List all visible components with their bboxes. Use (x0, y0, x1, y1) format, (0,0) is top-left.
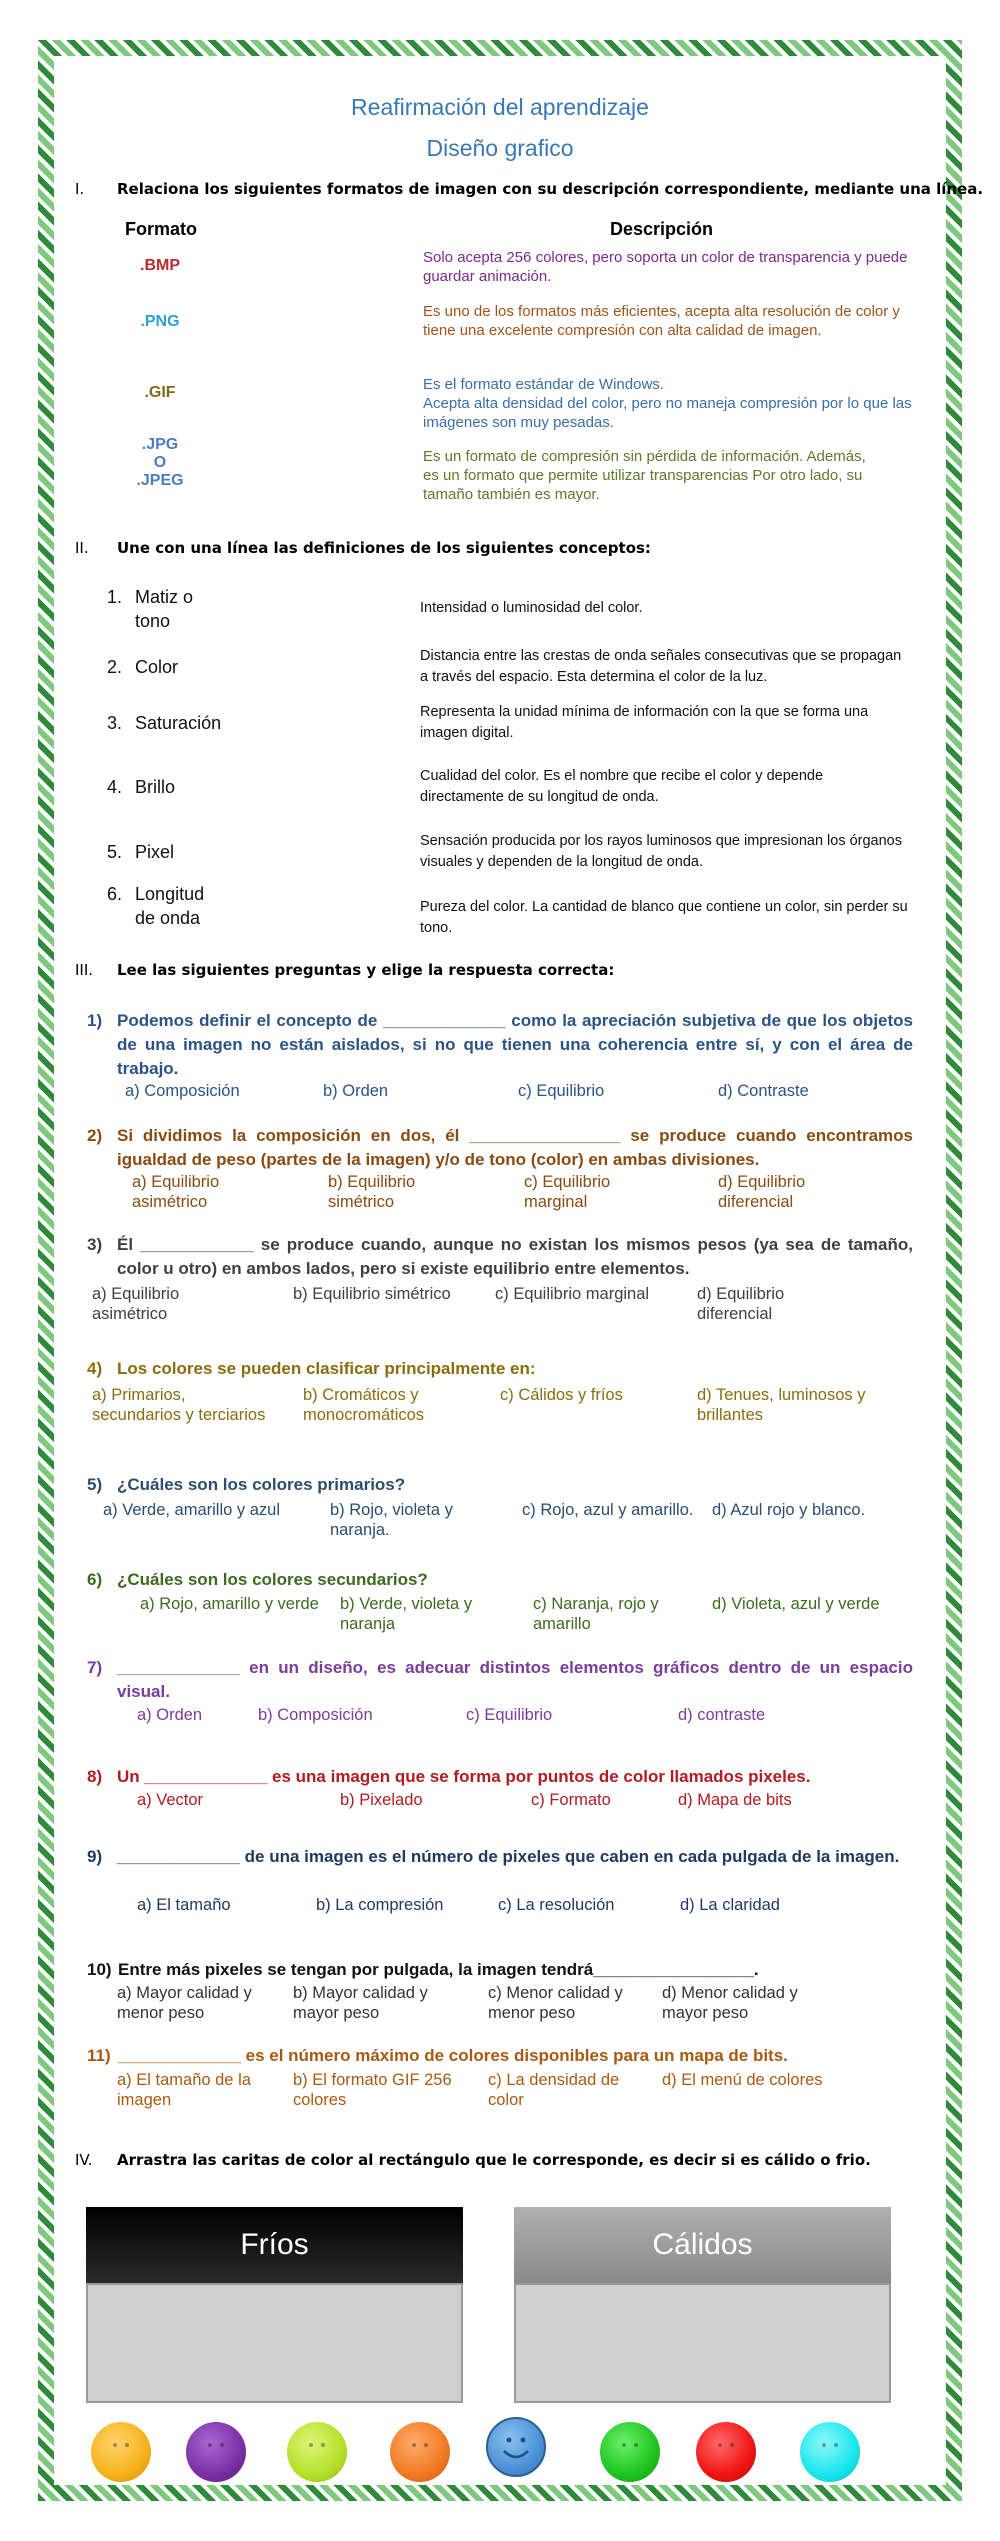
smiley-icon[interactable] (486, 2417, 546, 2477)
definition-1[interactable]: Intensidad o luminosidad del color. (420, 600, 643, 616)
format-or: O (153, 454, 167, 471)
term-4-number: 4. (107, 777, 123, 797)
question-9-option-d[interactable]: d) La claridad (680, 1896, 780, 1914)
section1-instruction: Relaciona los siguientes formatos de imagen con su descripción correspondiente, mediante una línea. (117, 180, 984, 198)
term-1[interactable] (107, 585, 193, 633)
question-8-number: 8) (87, 1767, 103, 1786)
term-2[interactable] (107, 655, 178, 679)
format-jpeg[interactable]: .JPEG (136, 472, 184, 489)
term-4-text: Brillo (135, 777, 176, 797)
question-1-option-c[interactable]: c) Equilibrio (518, 1082, 605, 1100)
question-1-option-a[interactable]: a) Composición (125, 1082, 240, 1100)
format-gif[interactable]: .GIF (144, 384, 176, 401)
question-1-number: 1) (87, 1011, 103, 1030)
question-6-option-d[interactable]: d) Violeta, azul y verde (712, 1595, 880, 1613)
format-bmp[interactable]: .BMP (140, 257, 180, 274)
question-10-text: Entre más pixeles se tengan por pulgada, la imagen tendrá_________________. (118, 1960, 759, 1979)
format-png[interactable]: .PNG (140, 313, 180, 330)
question-4-number: 4) (87, 1359, 103, 1378)
question-11-option-d[interactable]: d) El menú de colores (662, 2071, 823, 2089)
question-8-option-b[interactable]: b) Pixelado (340, 1791, 423, 1809)
question-7-number: 7) (87, 1658, 103, 1677)
section4-instruction: Arrastra las caritas de color al rectángulo que le corresponde, es decir si es cálido o frio. (117, 2151, 871, 2169)
term-1-text: Matiz o (135, 587, 194, 607)
definition-4[interactable]: Cualidad del color. Es el nombre que recibe el color y depende directamente de su longitud de onda. (420, 768, 824, 805)
question-4-option-d[interactable]: d) Tenues, luminosos y brillantes (697, 1386, 866, 1424)
question-11-number: 11) (87, 2046, 111, 2065)
term-5-number: 5. (107, 842, 123, 862)
question-1-text: Podemos definir el concepto de _____________ como la apreciación subjetiva de que los objetos de una imagen no están aislados, si no que tienen una coherencia entre sí, y con el área de trabajo. (117, 1011, 913, 1078)
term-6-text-line2: de onda (135, 908, 201, 928)
smiley-icon[interactable] (800, 2422, 860, 2482)
question-3-option-d[interactable]: d) Equilibrio diferencial (697, 1285, 785, 1323)
section3-instruction: Lee las siguientes preguntas y elige la respuesta correcta: (117, 961, 615, 979)
cold-panel-header: Fríos (86, 2207, 463, 2283)
question-7-text: _____________ en un diseño, es adecuar distintos elementos gráficos dentro de un espacio visual. (117, 1658, 913, 1701)
smile-face-icon (488, 2419, 544, 2475)
question-4-option-c[interactable]: c) Cálidos y fríos (500, 1386, 623, 1404)
question-10-option-a[interactable]: a) Mayor calidad y menor peso (117, 1984, 252, 2022)
term-6[interactable] (107, 882, 204, 930)
question-6-number: 6) (87, 1570, 103, 1589)
question-6-option-b[interactable]: b) Verde, violeta y naranja (340, 1595, 473, 1633)
question-5-option-b[interactable]: b) Rojo, violeta y naranja. (330, 1501, 453, 1539)
question-2-option-a[interactable]: a) Equilibrio asimétrico (132, 1173, 220, 1211)
term-3-number: 3. (107, 713, 123, 733)
definition-3[interactable]: Representa la unidad mínima de información con la que se forma una imagen digital. (420, 704, 869, 741)
question-3-text: Él ____________ se produce cuando, aunque no existan los mismos pesos (ya sea de tamaño, color u otro) en ambos lados, pero si existe equilibrio entre elementos. (117, 1235, 913, 1278)
definition-5[interactable]: Sensación producida por los rayos luminosos que impresionan los órganos visuales y dependen de la longitud de onda. (420, 833, 902, 870)
description-3-line1[interactable]: Es el formato estándar de Windows. (423, 376, 664, 393)
cold-drop-zone[interactable] (86, 2283, 463, 2403)
question-10-option-c[interactable]: c) Menor calidad y menor peso (488, 1984, 623, 2022)
question-5-option-d[interactable]: d) Azul rojo y blanco. (712, 1501, 866, 1519)
question-8-option-a[interactable]: a) Vector (137, 1791, 204, 1809)
question-6-text: ¿Cuáles son los colores secundarios? (117, 1570, 428, 1589)
question-5-option-c[interactable]: c) Rojo, azul y amarillo. (522, 1501, 694, 1519)
question-10-number: 10) (87, 1960, 112, 1979)
term-2-number: 2. (107, 657, 123, 677)
page-title: Reafirmación del aprendizaje (351, 94, 649, 120)
question-3-option-b[interactable]: b) Equilibrio simétrico (293, 1285, 451, 1303)
question-8-option-d[interactable]: d) Mapa de bits (678, 1791, 792, 1809)
question-2-text: Si dividimos la composición en dos, él ________________ se produce cuando encontramos igualdad de peso (partes de la imagen) y/o de tono (color) en ambas divisiones. (117, 1126, 913, 1169)
question-7-option-a[interactable]: a) Orden (137, 1706, 203, 1724)
question-2-number: 2) (87, 1126, 103, 1145)
question-11-option-b[interactable]: b) El formato GIF 256 colores (293, 2071, 452, 2109)
smiley-icon[interactable] (696, 2422, 756, 2482)
term-3[interactable] (107, 711, 221, 735)
section2-number: II. (75, 539, 89, 557)
question-9-option-b[interactable]: b) La compresión (316, 1896, 444, 1914)
question-5-option-a[interactable]: a) Verde, amarillo y azul (103, 1501, 280, 1519)
term-5[interactable] (107, 840, 174, 864)
term-1-number: 1. (107, 587, 123, 607)
question-11-text: _____________ es el número máximo de colores disponibles para un mapa de bits. (118, 2046, 788, 2065)
question-9-option-a[interactable]: a) El tamaño (137, 1896, 231, 1914)
format-jpg[interactable]: .JPG (141, 436, 179, 453)
term-4[interactable] (107, 775, 175, 799)
question-1-option-d[interactable]: d) Contraste (718, 1082, 809, 1100)
term-1-text-line2: tono (135, 611, 171, 631)
description-1[interactable]: Solo acepta 256 colores, pero soporta un color de transparencia y puede guardar animación. (423, 249, 908, 285)
definition-2[interactable]: Distancia entre las crestas de onda señales consecutivas que se propagan a través del espacio. Esta determina el color de la luz. (420, 648, 902, 685)
section2-instruction: Une con una línea las definiciones de los siguientes conceptos: (117, 539, 651, 557)
format-column-header: Formato (125, 219, 197, 239)
question-2-option-c[interactable]: c) Equilibrio marginal (524, 1173, 611, 1211)
question-7-option-b[interactable]: b) Composición (258, 1706, 373, 1724)
term-3-text: Saturación (135, 713, 222, 733)
warm-panel-header: Cálidos (514, 2207, 891, 2283)
question-3-option-c[interactable]: c) Equilibrio marginal (495, 1285, 650, 1303)
description-4[interactable]: Es un formato de compresión sin pérdida de información. Además, es un formato que permite utilizar transparencias Por otro lado, su tamaño también es mayor. (423, 448, 866, 503)
question-4-text: Los colores se pueden clasificar principalmente en: (117, 1359, 536, 1378)
description-3-line2[interactable]: Acepta alta densidad del color, pero no maneja compresión por lo que las imágenes son muy pesadas. (423, 395, 912, 431)
question-8-option-c[interactable]: c) Formato (531, 1791, 611, 1809)
description-2[interactable]: Es uno de los formatos más eficientes, acepta alta resolución de color y tiene una excelente compresión con alta calidad de imagen. (423, 303, 900, 339)
smiley-icon[interactable] (600, 2422, 660, 2482)
description-column-header: Descripción (610, 219, 714, 239)
question-5-number: 5) (87, 1475, 103, 1494)
question-5-text: ¿Cuáles son los colores primarios? (117, 1475, 406, 1494)
question-2-option-b[interactable]: b) Equilibrio simétrico (328, 1173, 416, 1211)
question-4-option-b[interactable]: b) Cromáticos y monocromáticos (303, 1386, 425, 1424)
question-11-option-a[interactable]: a) El tamaño de la imagen (117, 2071, 251, 2109)
definition-6[interactable]: Pureza del color. La cantidad de blanco que contiene un color, sin perder su tono. (420, 899, 908, 936)
page-subtitle: Diseño grafico (426, 135, 574, 161)
question-10-option-d[interactable]: d) Menor calidad y mayor peso (662, 1984, 798, 2022)
question-6-option-c[interactable]: c) Naranja, rojo y amarillo (533, 1595, 659, 1633)
term-2-text: Color (135, 657, 179, 677)
question-9-number: 9) (87, 1847, 103, 1866)
question-3-option-a[interactable]: a) Equilibrio asimétrico (92, 1285, 180, 1323)
smiley-icon[interactable] (186, 2422, 246, 2482)
question-8-text: Un _____________ es una imagen que se forma por puntos de color llamados pixeles. (117, 1767, 811, 1786)
question-4-option-a[interactable]: a) Primarios, secundarios y terciarios (92, 1386, 266, 1424)
question-3-number: 3) (87, 1235, 103, 1254)
question-7-option-c[interactable]: c) Equilibrio (466, 1706, 553, 1724)
section3-number: III. (75, 961, 94, 979)
question-11-option-c[interactable]: c) La densidad de color (488, 2071, 620, 2109)
term-5-text: Pixel (135, 842, 175, 862)
section1-number: I. (75, 180, 85, 198)
question-10-option-b[interactable]: b) Mayor calidad y mayor peso (293, 1984, 428, 2022)
section4-number: IV. (75, 2151, 93, 2169)
question-9-option-c[interactable]: c) La resolución (498, 1896, 615, 1914)
question-7-option-d[interactable]: d) contraste (678, 1706, 766, 1724)
question-1-option-b[interactable]: b) Orden (323, 1082, 389, 1100)
smiley-icon[interactable] (91, 2422, 151, 2482)
question-2-option-d[interactable]: d) Equilibrio diferencial (718, 1173, 806, 1211)
smiley-icon[interactable] (390, 2422, 450, 2482)
question-9-text: _____________ de una imagen es el número de pixeles que caben en cada pulgada de la imagen. (117, 1847, 900, 1866)
smiley-icon[interactable] (287, 2422, 347, 2482)
warm-drop-zone[interactable] (514, 2283, 891, 2403)
question-6-option-a[interactable]: a) Rojo, amarillo y verde (140, 1595, 319, 1613)
term-6-number: 6. (107, 884, 123, 904)
term-6-text: Longitud (135, 884, 205, 904)
